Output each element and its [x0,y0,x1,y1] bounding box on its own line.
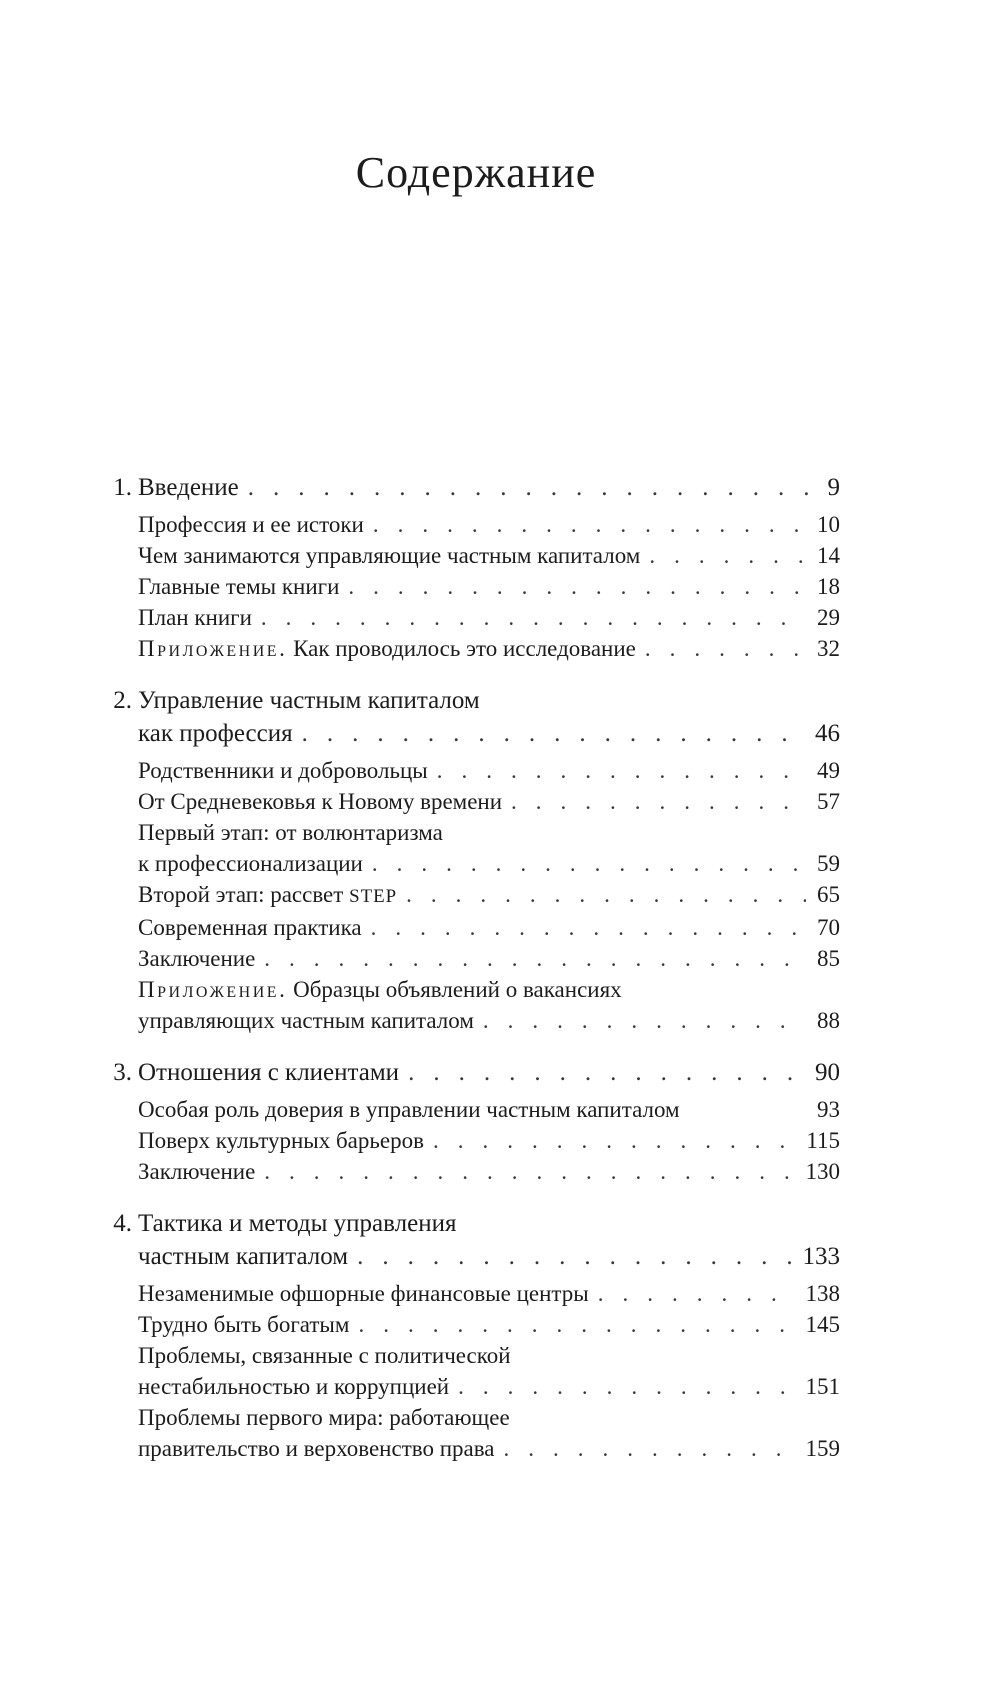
entry-text-segment: Заключение [138,1159,256,1184]
entry-title [138,1156,255,1187]
dot-leader [408,1056,804,1089]
entry-text-segment: к профессионализации [138,851,363,876]
entry-text-segment: Родственники и добровольцы [138,758,428,783]
entry-title [138,540,640,571]
entry-title [138,509,364,540]
entry-title [138,1278,589,1309]
toc-chapter [112,1056,840,1187]
toc-row [112,912,840,943]
entry-text-segment: Как проводилось это исследование [287,636,636,661]
entry-text-segment: Главные темы книги [138,574,340,599]
page-number: 145 [805,1312,840,1337]
entry-text-segment: Трудно быть богатым [138,1312,350,1337]
entry-title [138,633,636,664]
toc-row [112,1340,840,1371]
dot-leader [437,755,806,786]
toc-row [112,879,840,912]
entry-title [138,571,339,602]
dot-leader [433,1125,795,1156]
entry-text-segment: Управление частным капиталом [138,687,480,714]
entry-text-segment: Первый этап: от волюнтаризма [138,820,443,845]
chapter-number: 4. [113,1210,132,1237]
page-number: 57 [817,789,840,814]
entry-text-segment: Приложение. [138,977,288,1002]
toc-row [112,1371,840,1402]
page-content [112,0,840,1464]
page-number: 151 [805,1374,840,1399]
entry-title [138,1056,399,1089]
entry-text-segment: Особая роль доверия в управлении частным капиталом [138,1097,680,1122]
dot-leader [372,848,806,879]
toc-row [112,1433,840,1464]
page-number: 49 [817,758,840,783]
page-number: 14 [817,543,840,568]
entry-text-segment: Приложение. [138,636,288,661]
page-title: Содержание [355,148,597,197]
toc-row [112,1125,840,1156]
entry-text-segment: Проблемы первого мира: работающее [138,1405,510,1430]
entry-title [138,717,293,750]
entry-title [138,1240,348,1273]
entry-text-segment: STEP [349,886,398,907]
page-number: 70 [817,915,840,940]
dot-leader [248,471,817,504]
page-number: 90 [815,1059,840,1086]
entry-title [138,1207,456,1240]
chapter-heading [112,471,840,504]
dot-leader [264,1156,794,1187]
entry-text-segment: Заключение [138,946,256,971]
page-number: 29 [817,605,840,630]
toc-row [112,755,840,786]
toc-chapter [112,1207,840,1464]
entry-title [138,974,622,1005]
entry-text-segment: Современная практика [138,915,362,940]
chapter-heading [112,1056,840,1089]
chapter-heading [112,1207,840,1273]
toc-row [112,1056,840,1089]
entry-text-segment: управляющих частным капиталом [138,1008,474,1033]
dot-leader [348,571,806,602]
dot-leader [357,1240,791,1273]
entry-title [138,879,397,912]
page-number: 85 [817,946,840,971]
entry-title [138,1433,494,1464]
toc-row [112,471,840,504]
toc-row [112,540,840,571]
entry-text-segment: Второй этап: рассвет [138,882,350,907]
page-number: 18 [817,574,840,599]
entry-title [138,848,363,879]
entry-title [138,602,252,633]
toc-chapter [112,471,840,664]
dot-leader [503,1433,794,1464]
entry-text-segment: Поверх культурных барьеров [138,1128,424,1153]
table-of-contents [112,471,840,1464]
chapter-number: 3. [113,1059,132,1086]
dot-leader [458,1371,794,1402]
toc-chapter [112,684,840,1036]
toc-row [112,1402,840,1433]
entry-text-segment: правительство и верховенство права [138,1436,495,1461]
toc-row [112,848,840,879]
page-number: 32 [817,636,840,661]
dot-leader [645,633,806,664]
entry-text-segment: Профессия и ее истоки [138,512,364,537]
toc-row [112,571,840,602]
entry-text-segment: Проблемы, связанные с политической [138,1343,511,1368]
toc-row [112,633,840,664]
entry-title [138,1125,424,1156]
dot-leader [483,1005,806,1036]
dot-leader [358,1309,794,1340]
toc-row [112,1094,840,1125]
page-number: 88 [817,1008,840,1033]
entry-title [138,1371,449,1402]
entry-text-segment: нестабильностью и коррупцией [138,1374,450,1399]
dot-leader [371,912,806,943]
entry-title [138,1402,510,1433]
entry-title [138,471,239,504]
dot-leader [302,717,804,750]
page-number: 65 [817,882,840,907]
toc-row [112,1309,840,1340]
page-number: 46 [815,720,840,747]
page-number: 159 [805,1436,840,1461]
entry-text-segment: Введение [138,474,239,501]
dot-leader [598,1278,795,1309]
entry-text-segment: Незаменимые офшорные финансовые центры [138,1281,589,1306]
entry-text-segment: Тактика и методы управления [138,1210,457,1237]
page-number: 130 [805,1159,840,1184]
toc-row [112,1207,840,1240]
page-number: 93 [817,1097,840,1122]
dot-leader [264,943,806,974]
entry-text-segment: Отношения с клиентами [138,1059,400,1086]
page-number: 115 [806,1128,840,1153]
toc-row [112,684,840,717]
entry-title [138,943,255,974]
entry-text-segment: От Средневековья к Новому времени [138,789,503,814]
toc-row [112,1156,840,1187]
toc-row [112,943,840,974]
entry-title [138,1005,474,1036]
chapter-number: 1. [113,474,132,501]
toc-row [112,786,840,817]
entry-text-segment: частным капиталом [138,1243,349,1270]
toc-row [112,1005,840,1036]
chapter-number: 2. [113,687,132,714]
page-number: 9 [827,474,840,501]
entry-title [138,817,443,848]
entry-title [138,1094,680,1125]
entry-title [138,755,428,786]
entry-text-segment: План книги [138,605,252,630]
entry-text-segment: Чем занимаются управляющие частным капиталом [138,543,641,568]
entry-title [138,786,502,817]
entry-title [138,1309,349,1340]
toc-row [112,509,840,540]
page-number: 138 [805,1281,840,1306]
entry-title [138,684,480,717]
dot-leader [649,540,806,571]
toc-row [112,974,840,1005]
page-number: 133 [802,1243,840,1270]
entry-title [138,912,362,943]
entry-text-segment: как профессия [138,720,293,747]
dot-leader [406,879,806,910]
toc-row [112,1240,840,1273]
toc-row [112,817,840,848]
entry-text-segment: Образцы объявлений о вакансиях [287,977,622,1002]
toc-row [112,1278,840,1309]
page-number: 59 [817,851,840,876]
toc-row [112,602,840,633]
chapter-heading [112,684,840,750]
entry-title [138,1340,511,1371]
page-number: 10 [817,512,840,537]
dot-leader [373,509,806,540]
dot-leader [261,602,806,633]
dot-leader [511,786,806,817]
toc-row [112,717,840,750]
